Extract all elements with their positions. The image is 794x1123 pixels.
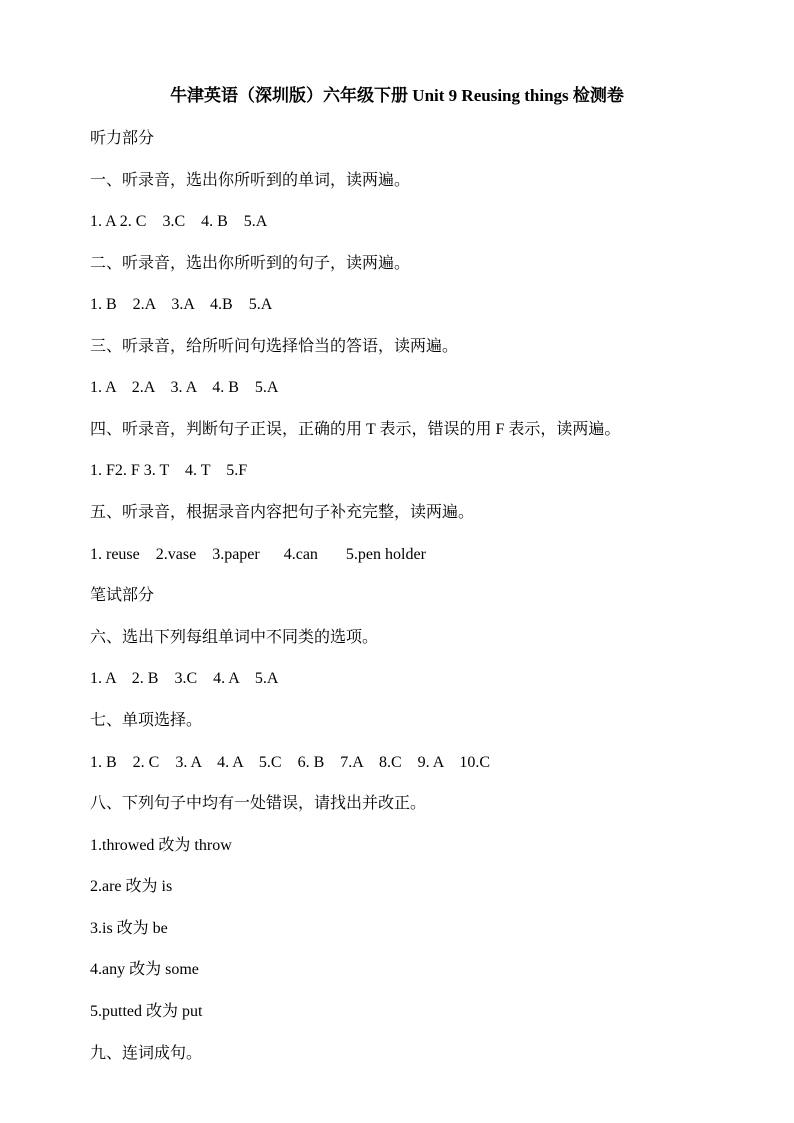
answer-line-3: 1. A 2.A 3. A 4. B 5.A <box>90 379 279 396</box>
document-title: 牛津英语（深圳版）六年级下册 Unit 9 Reusing things 检测卷 <box>170 86 624 105</box>
question-heading-2: 二、听录音，选出你所听到的句子，读两遍。 <box>90 255 411 272</box>
answer-line-6: 1. A 2. B 3.C 4. A 5.A <box>90 670 279 687</box>
answer-line-1: 1. A 2. C 3.C 4. B 5.A <box>90 213 268 230</box>
question-heading-7: 七、单项选择。 <box>90 712 203 729</box>
answer-line-5: 1. reuse 2.vase 3.paper 4.can 5.pen holder <box>90 546 426 563</box>
answer-line-8-1: 1.throwed 改为 throw <box>90 837 232 854</box>
question-heading-1: 一、听录音，选出你所听到的单词，读两遍。 <box>90 172 411 189</box>
answer-line-8-2: 2.are 改为 is <box>90 878 173 895</box>
section-writing: 笔试部分 <box>90 587 155 604</box>
question-heading-4: 四、听录音，判断句子正误，正确的用 T 表示，错误的用 F 表示，读两遍。 <box>90 421 621 438</box>
answer-line-8-4: 4.any 改为 some <box>90 961 199 978</box>
question-heading-9: 九、连词成句。 <box>90 1045 203 1062</box>
section-listening: 听力部分 <box>90 130 155 147</box>
answer-line-8-3: 3.is 改为 be <box>90 920 168 937</box>
answer-line-2: 1. B 2.A 3.A 4.B 5.A <box>90 296 273 313</box>
answer-line-8-5: 5.putted 改为 put <box>90 1003 203 1020</box>
question-heading-8: 八、下列句子中均有一处错误，请找出并改正。 <box>90 795 427 812</box>
answer-line-4: 1. F2. F 3. T 4. T 5.F <box>90 462 248 479</box>
question-heading-3: 三、听录音，给所听问句选择恰当的答语，读两遍。 <box>90 338 459 355</box>
question-heading-6: 六、选出下列每组单词中不同类的选项。 <box>90 629 379 646</box>
answer-line-7: 1. B 2. C 3. A 4. A 5.C 6. B 7.A 8.C 9. A 10.C <box>90 754 491 771</box>
question-heading-5: 五、听录音，根据录音内容把句子补充完整，读两遍。 <box>90 504 475 521</box>
